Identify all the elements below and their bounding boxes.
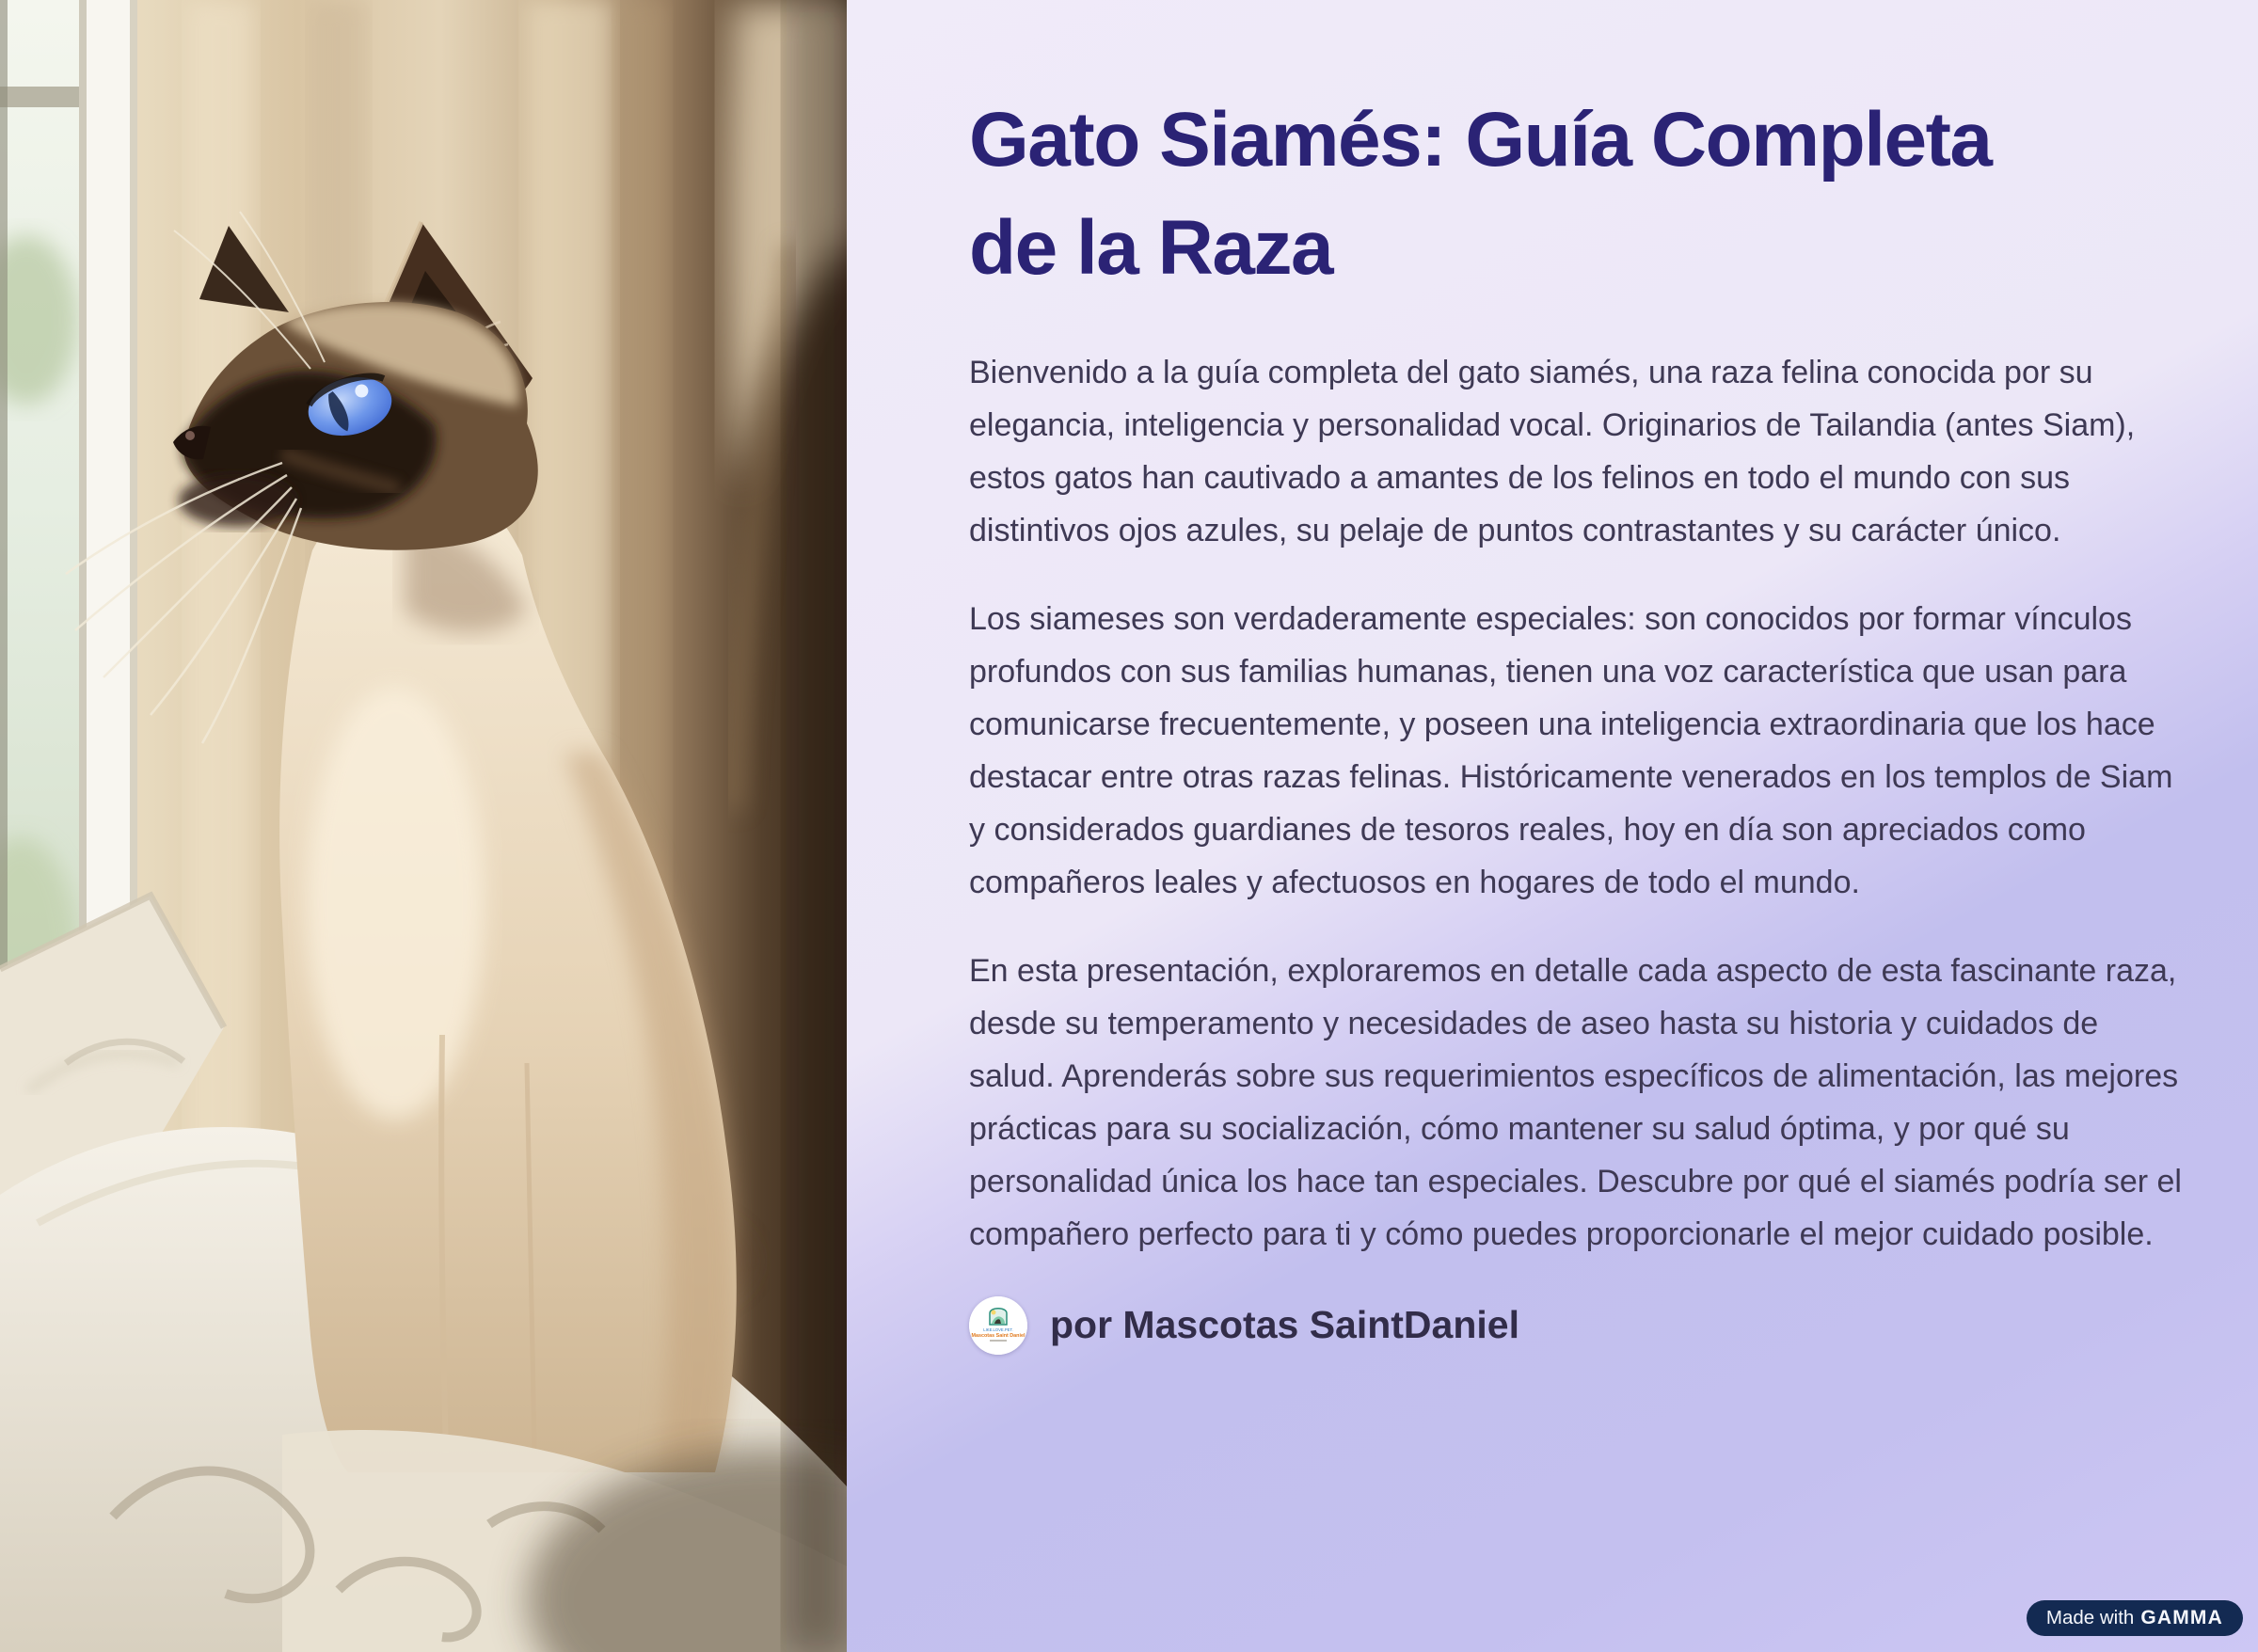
author-avatar[interactable]	[969, 1296, 1027, 1355]
byline-text[interactable]: por Mascotas SaintDaniel	[1050, 1303, 1519, 1347]
traits-paragraph: Los siameses son verdaderamente especiales: son conocidos por formar vínculos profundos con sus familias humanas, tienen una voz característica que usan para comunicarse frecuentemente, y poseen una inteligencia extraordinaria que los hace destacar entre otras razas felinas. Históricamente venerados en los templos de Siam y considerados guardianes de tesoros reales, hoy en día son apreciados como compañeros leales y afectuosos en hogares de todo el mundo.	[969, 600, 2173, 900]
byline	[969, 1296, 2192, 1355]
gamma-brand-label: GAMMA	[2140, 1607, 2223, 1628]
body-copy	[969, 346, 2192, 1261]
intro-paragraph: Bienvenido a la guía completa del gato siamés, una raza felina conocida por su elegancia, inteligencia y personalidad vocal. Originarios de Tailandia (antes Siam), estos gatos han cautivado a amantes de los felinos en todo el mundo con sus distintivos ojos azules, su pelaje de puntos contrastantes y su carácter único.	[969, 354, 2136, 548]
overview-paragraph: En esta presentación, exploraremos en detalle cada aspecto de esta fascinante raza, desde su temperamento y necesidades de aseo hasta su historia y cuidados de salud. Aprenderás sobre sus requerimientos específicos de alimentación, las mejores prácticas para su socialización, cómo mantener su salud óptima, y por qué su personalidad única los hace tan especiales. Descubre por qué el siamés podría ser el compañero perfecto para ti y cómo puedes proporcionarle el mejor cuidado posible.	[969, 952, 2182, 1252]
made-with-gamma-badge[interactable]	[2027, 1600, 2243, 1636]
made-with-label: Made with	[2045, 1607, 2135, 1628]
siamese-cat-illustration	[0, 0, 847, 1652]
svg-text:LIKE.LOVE.PET.: LIKE.LOVE.PET.	[983, 1326, 1013, 1332]
content-panel	[847, 0, 2258, 1652]
title-line-1: Gato Siamés: Guía Completa	[969, 97, 1992, 183]
svg-text:Mascotas Saint Daniel: Mascotas Saint Daniel	[971, 1332, 1026, 1339]
page-title	[969, 87, 2192, 303]
title-line-2: de la Raza	[969, 204, 1333, 291]
siamese-cat-photo	[0, 0, 847, 1652]
mascotas-saintdaniel-logo-icon	[969, 1296, 1027, 1355]
